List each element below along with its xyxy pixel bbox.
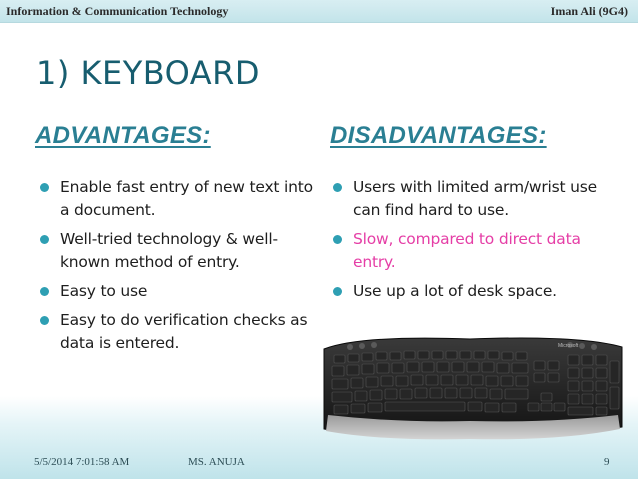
page-number: 9: [604, 456, 610, 468]
list-item: [40, 280, 320, 303]
disadvantages-heading: DISADVANTAGES:: [330, 122, 547, 149]
list-item-text: Users with limited arm/wrist use can find hard to use.: [353, 178, 597, 219]
footer-date: 5/5/2014 7:01:58 AM: [34, 456, 130, 468]
list-item-highlighted: [333, 228, 623, 274]
keyboard-image: [320, 331, 626, 445]
list-item-text: Easy to use: [60, 282, 148, 300]
header-author: Iman Ali (9G4): [550, 4, 628, 18]
bullet-icon: [40, 183, 49, 192]
bullet-icon: [333, 183, 342, 192]
list-item-text: Well-tried technology & well-known method of entry.: [60, 230, 278, 271]
list-item: [40, 309, 320, 355]
bullet-icon: [40, 287, 49, 296]
advantages-heading: ADVANTAGES:: [35, 122, 211, 149]
list-item-text: Slow, compared to direct data entry.: [353, 230, 581, 271]
bullet-icon: [40, 316, 49, 325]
header-bar: [0, 0, 638, 23]
list-item: [333, 176, 623, 222]
keyboard-icon: [320, 331, 626, 445]
list-item-text: Enable fast entry of new text into a document.: [60, 178, 313, 219]
header-course-title: Information & Communication Technology: [6, 4, 229, 18]
disadvantages-list: [333, 176, 623, 309]
list-item: [40, 176, 320, 222]
bullet-icon: [333, 287, 342, 296]
bullet-icon: [40, 235, 49, 244]
slide-title: 1) KEYBOARD: [36, 54, 261, 92]
list-item-text: Use up a lot of desk space.: [353, 282, 557, 300]
bullet-icon: [333, 235, 342, 244]
list-item-text: Easy to do verification checks as data is entered.: [60, 311, 308, 352]
list-item: [40, 228, 320, 274]
advantages-list: [40, 176, 320, 361]
footer-presenter: MS. ANUJA: [188, 456, 245, 468]
list-item: [333, 280, 623, 303]
keyboard-brand-label: Microsoft: [558, 343, 579, 349]
